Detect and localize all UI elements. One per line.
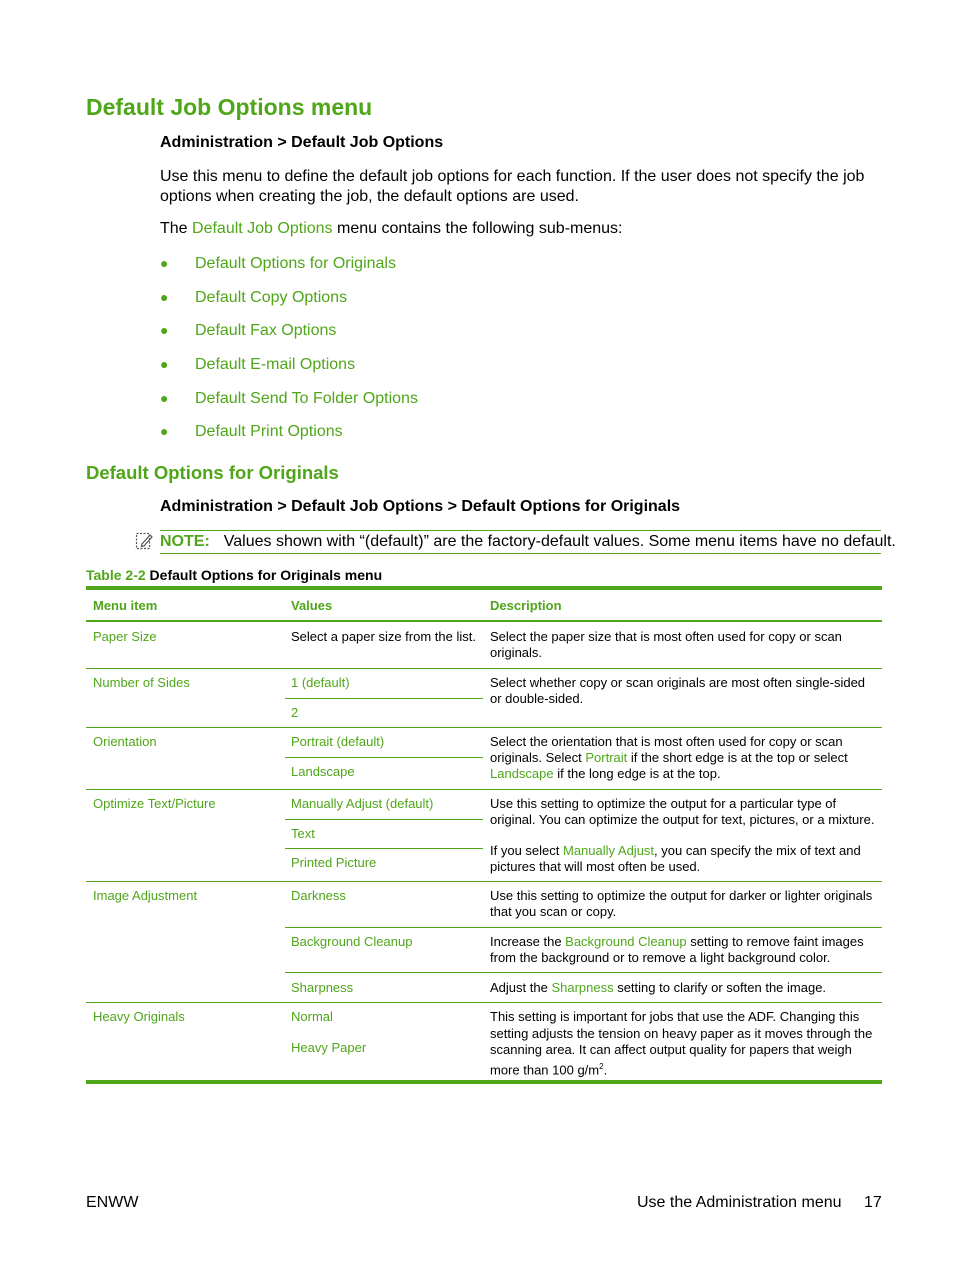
value-divider xyxy=(285,848,483,849)
desc-text: , you can specify the mix of text and pictures that will most often be used. xyxy=(490,843,861,874)
value-option[interactable]: Background Cleanup xyxy=(291,934,413,949)
header-menu-item: Menu item xyxy=(93,598,158,613)
submenu-link[interactable]: Default E-mail Options xyxy=(195,356,356,373)
desc-text: This setting is important for jobs that use the ADF. Changing this setting adjusts the tension on heavy paper as it moves through the scanning area. It can affect output quality for papers that weigh more than 100 g/m xyxy=(490,1009,873,1077)
header-values: Values xyxy=(291,598,333,613)
value-divider xyxy=(285,698,483,699)
table-row-image-adjustment[interactable]: Image Adjustment xyxy=(93,888,198,903)
page-number: 17 xyxy=(864,1194,882,1211)
background-cleanup-link[interactable]: Background Cleanup xyxy=(565,934,687,949)
submenu-sentence xyxy=(160,219,875,239)
manually-adjust-link[interactable]: Manually Adjust xyxy=(562,843,655,858)
submenu-link[interactable]: Default Send To Folder Options xyxy=(195,390,418,407)
list-item[interactable] xyxy=(160,320,336,341)
table-row-heavy-originals[interactable]: Heavy Originals xyxy=(93,1009,185,1024)
cell-description xyxy=(490,843,878,875)
value-option[interactable]: Heavy Paper xyxy=(291,1040,367,1055)
desc-text: setting to clarify or soften the image. xyxy=(613,980,827,995)
desc-text: if the long edge is at the top. xyxy=(553,766,721,781)
row-divider xyxy=(86,881,882,882)
sentence-pre: The xyxy=(160,220,193,237)
sentence-post: menu contains the following sub-menus: xyxy=(332,220,623,237)
table-number: Table 2-2 xyxy=(86,567,146,583)
submenu-link[interactable]: Default Copy Options xyxy=(195,289,348,306)
cell-description: Use this setting to optimize the output for a particular type of original. You can optimize the output for text, pictures, or a mixture. xyxy=(490,796,875,827)
bullet-icon: ● xyxy=(160,255,169,271)
header-rule xyxy=(86,620,882,622)
submenu-link[interactable]: Default Fax Options xyxy=(195,322,337,339)
bullet-icon: ● xyxy=(160,423,169,439)
submenu-link[interactable]: Default Print Options xyxy=(195,423,343,440)
footer-section: Use the Administration menu xyxy=(637,1194,842,1211)
value-option[interactable]: Printed Picture xyxy=(291,855,377,870)
list-item[interactable] xyxy=(160,287,347,308)
desc-text: Select the orientation that is most often used for copy or scan originals. Select xyxy=(490,734,843,765)
table-row-number-of-sides[interactable]: Number of Sides xyxy=(93,675,190,690)
cell-description: Select the paper size that is most often used for copy or scan originals. xyxy=(490,629,842,660)
value-divider xyxy=(285,757,483,758)
cell-description xyxy=(490,980,878,996)
cell-description xyxy=(490,1009,880,1078)
note-box xyxy=(160,530,896,554)
value-divider xyxy=(285,819,483,820)
sharpness-link[interactable]: Sharpness xyxy=(551,980,614,995)
cell-description: Use this setting to optimize the output for darker or lighter originals that you scan or copy. xyxy=(490,888,873,919)
sub-row-divider xyxy=(285,972,882,973)
table-row-optimize-text-picture[interactable]: Optimize Text/Picture xyxy=(93,796,216,811)
note-icon xyxy=(134,531,154,551)
desc-text: Increase the xyxy=(490,934,566,949)
desc-text: setting to remove faint images from the background or to remove a light background color. xyxy=(490,934,864,965)
value-option[interactable]: Normal xyxy=(291,1009,333,1024)
bullet-icon: ● xyxy=(160,322,169,338)
superscript: 2 xyxy=(599,1061,604,1071)
value-option[interactable]: Sharpness xyxy=(291,980,354,995)
page-title: Default Job Options menu xyxy=(86,94,373,120)
cell-description xyxy=(490,934,878,966)
breadcrumb: Administration > Default Job Options > Default Options for Originals xyxy=(160,498,681,515)
bullet-icon: ● xyxy=(160,356,169,372)
value-option[interactable]: Landscape xyxy=(291,764,355,779)
value-option[interactable]: 2 xyxy=(291,705,299,720)
header-description: Description xyxy=(490,598,562,613)
row-divider xyxy=(86,727,882,728)
cell-description xyxy=(490,734,878,782)
row-divider xyxy=(86,1002,882,1003)
table-title: Default Options for Originals menu xyxy=(149,567,383,583)
landscape-link[interactable]: Landscape xyxy=(490,766,554,781)
value-option[interactable]: Portrait (default) xyxy=(291,734,385,749)
row-divider xyxy=(86,668,882,669)
list-item[interactable] xyxy=(160,253,396,274)
desc-text: Adjust the xyxy=(490,980,552,995)
note-text: Values shown with “(default)” are the factory-default values. Some menu items have no default. xyxy=(223,533,896,550)
default-job-options-link[interactable]: Default Job Options xyxy=(192,220,333,237)
section-heading: Default Options for Originals xyxy=(86,462,339,483)
desc-text: . xyxy=(603,1061,608,1077)
value-option[interactable]: Text xyxy=(291,826,315,841)
desc-text: If you select xyxy=(490,843,563,858)
note-label: NOTE: xyxy=(160,533,210,550)
list-item[interactable] xyxy=(160,388,418,409)
desc-text: if the short edge is at the top or select xyxy=(627,750,848,765)
table-bottom-rule xyxy=(86,1080,882,1084)
intro-paragraph: Use this menu to define the default job options for each function. If the user does not specify the job options when creating the job, the default options are used. xyxy=(160,168,865,205)
value-option[interactable]: 1 (default) xyxy=(291,675,350,690)
value-option[interactable]: Darkness xyxy=(291,888,346,903)
table-row-orientation[interactable]: Orientation xyxy=(93,734,157,749)
table-row-paper-size[interactable]: Paper Size xyxy=(93,629,157,644)
submenu-link[interactable]: Default Options for Originals xyxy=(195,255,396,272)
bullet-icon: ● xyxy=(160,289,169,305)
sub-row-divider xyxy=(285,927,882,928)
breadcrumb: Administration > Default Job Options xyxy=(160,134,444,151)
list-item[interactable] xyxy=(160,421,343,442)
table-caption xyxy=(86,566,382,584)
row-divider xyxy=(86,789,882,790)
table-top-rule xyxy=(86,586,882,590)
list-item[interactable] xyxy=(160,354,355,375)
value-option[interactable]: Manually Adjust (default) xyxy=(291,796,434,811)
cell-description: Select whether copy or scan originals are most often single-sided or double-sided. xyxy=(490,675,866,706)
portrait-link[interactable]: Portrait xyxy=(585,750,628,765)
bullet-icon: ● xyxy=(160,390,169,406)
cell-value: Select a paper size from the list. xyxy=(291,629,476,644)
footer-left: ENWW xyxy=(86,1194,139,1211)
